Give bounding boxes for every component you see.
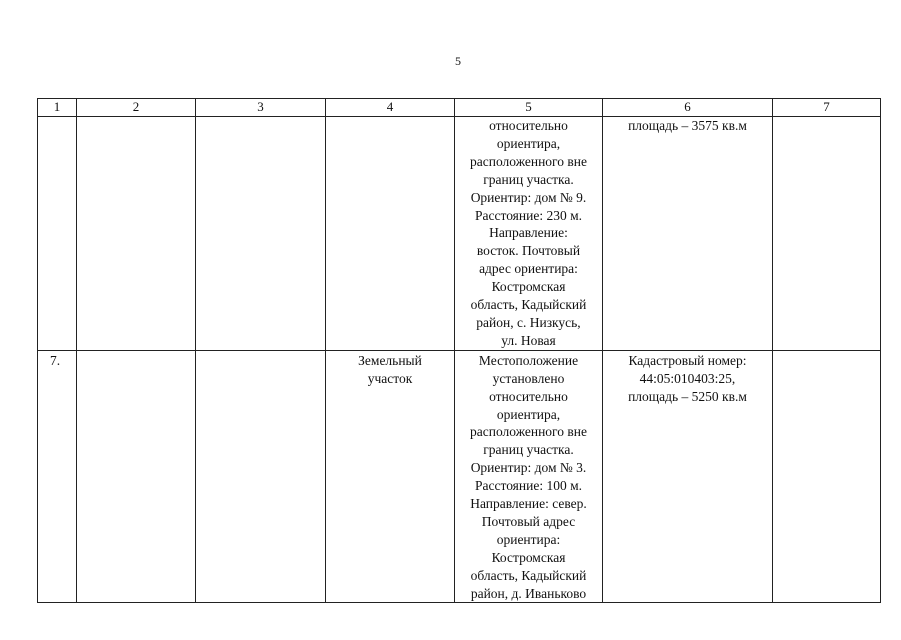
cell-col2 <box>77 350 196 603</box>
column-header: 6 <box>603 99 773 117</box>
text-line: границ участка. <box>483 442 574 458</box>
cell-col4 <box>326 117 455 351</box>
text-line: площадь – 3575 кв.м <box>628 118 747 133</box>
column-header: 4 <box>326 99 455 117</box>
text-line: Земельный <box>358 352 422 368</box>
text-line: расположенного вне <box>470 424 587 440</box>
text-line: 44:05:010403:25, <box>639 370 736 386</box>
text-line: Местоположение <box>478 352 579 368</box>
column-header: 3 <box>196 99 326 117</box>
table-row-7 <box>38 350 881 603</box>
cell-location <box>455 117 603 351</box>
text-line: относительно <box>489 118 568 133</box>
text-line: границ участка. <box>483 171 574 187</box>
table-row-continuation <box>38 117 881 351</box>
text-line: площадь – 5250 кв.м <box>628 388 747 404</box>
column-header: 2 <box>77 99 196 117</box>
text-line: участок <box>367 370 413 386</box>
cell-col3 <box>196 117 326 351</box>
text-line: ориентира, <box>496 135 561 151</box>
text-line: Расстояние: 230 м. <box>474 207 583 223</box>
text-line: расположенного вне <box>470 153 587 169</box>
page-number: 5 <box>455 54 461 68</box>
cell-col3 <box>196 350 326 603</box>
cell-location <box>455 350 603 603</box>
text-line: адрес ориентира: <box>479 261 578 277</box>
column-header: 7 <box>773 99 881 117</box>
cell-cadastral <box>603 350 773 603</box>
text-line: Ориентир: дом № 9. <box>470 189 587 205</box>
cell-col2 <box>77 117 196 351</box>
cell-number <box>38 117 77 351</box>
text-line: Направление: север. <box>470 496 587 512</box>
table-header-row <box>38 99 881 117</box>
property-table <box>37 98 881 603</box>
column-header: 1 <box>38 99 77 117</box>
text-line: Ориентир: дом № 3. <box>470 460 587 476</box>
text-line: область, Кадыйский <box>470 567 587 583</box>
text-line: Кадастровый номер: <box>628 352 747 368</box>
text-line: Костромская <box>491 549 566 565</box>
text-line: Расстояние: 100 м. <box>474 478 583 494</box>
text-line: ориентира, <box>496 406 561 422</box>
text-line: ул. Новая <box>501 332 556 348</box>
text-line: относительно <box>489 388 568 404</box>
text-line: Костромская <box>491 279 566 295</box>
text-line: район, с. Низкусь, <box>476 314 581 330</box>
cell-cadastral <box>603 117 773 351</box>
cell-col7 <box>773 117 881 351</box>
text-line: Направление: <box>489 225 568 241</box>
text-line: район, д. Иваньково <box>470 585 587 601</box>
text-line: область, Кадыйский <box>470 297 587 313</box>
text-line: восток. Почтовый <box>476 243 581 259</box>
cell-number: 7. <box>38 350 77 603</box>
text-line: ориентира: <box>496 531 561 547</box>
text-line: Почтовый адрес <box>481 513 576 529</box>
column-header: 5 <box>455 99 603 117</box>
cell-object-type <box>326 350 455 603</box>
cell-col7 <box>773 350 881 603</box>
text-line: установлено <box>492 370 565 386</box>
